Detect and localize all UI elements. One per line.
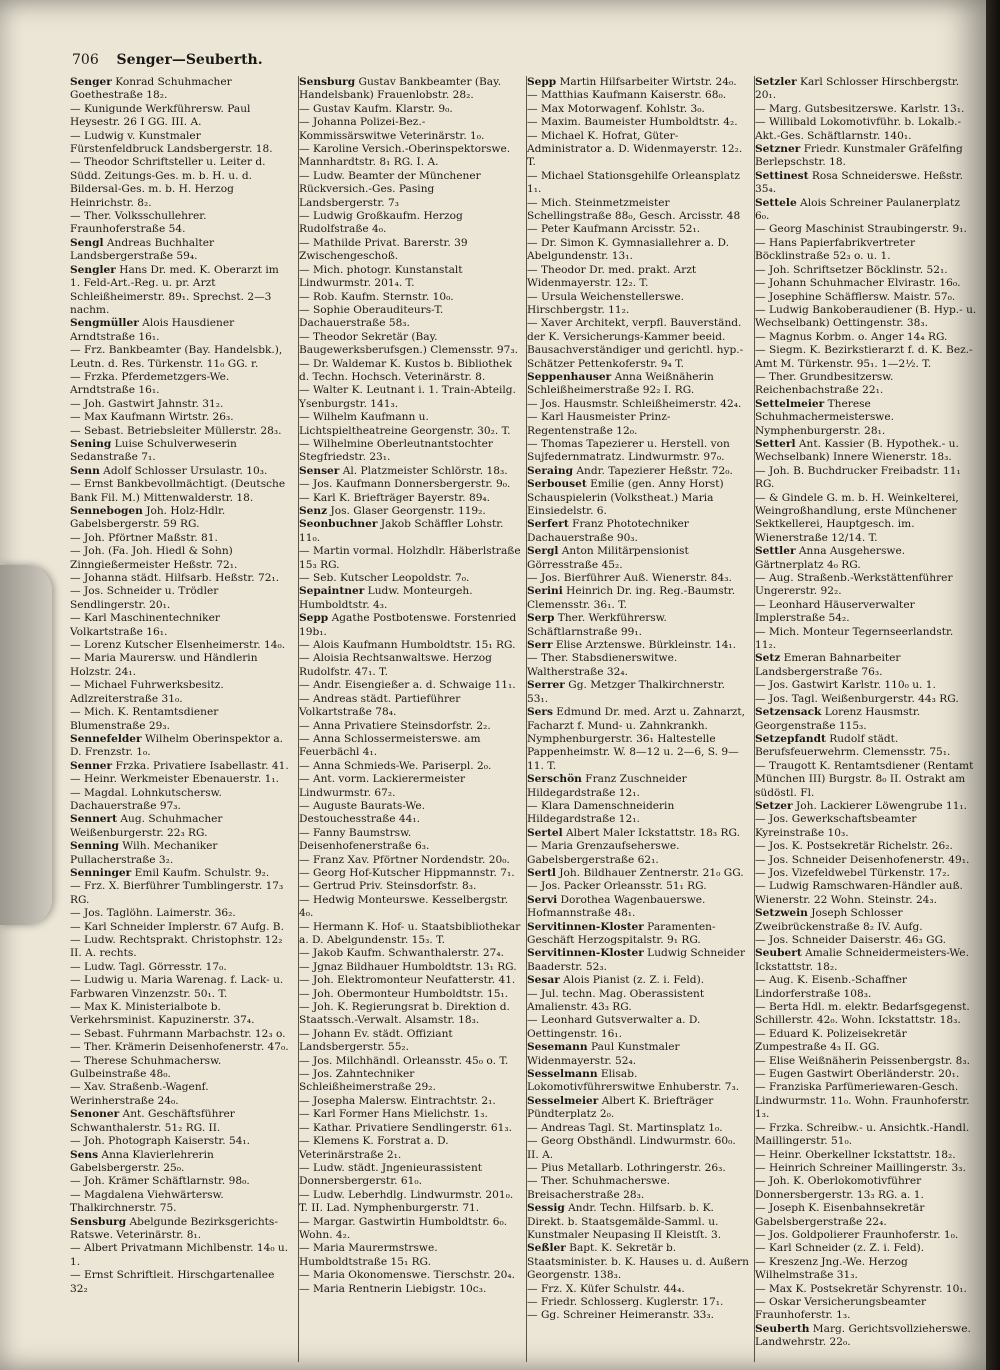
directory-entry: — Jos. Gastwirt Karlstr. 110₀ u. 1.: [755, 679, 936, 692]
directory-entry: — Siegm. K. Bezirkstierarzt f. d. K. Bez.-Amt M. Türkenstr. 95₁. 1—2½. T.: [755, 344, 973, 370]
directory-entry: — Friedr. Schlosserg. Kuglerstr. 17₁.: [527, 1295, 724, 1308]
directory-entry: — Ludw. Leberhdlg. Lindwurmstr. 201₀. T. II. Lad. Nymphenburgerstr. 71.: [299, 1188, 514, 1215]
directory-entry: — Joh. B. Buchdrucker Freibadstr. 11₁ RG.: [755, 464, 961, 491]
directory-entry: — Jos. Schneider Deisenhofenerstr. 49₁.: [755, 853, 970, 866]
directory-entry: — Jos. Schneider u. Trödler Sendlingerstr. 20₁.: [70, 585, 219, 611]
directory-entry: Serr Elise Arztenswe. Bürkleinstr. 14₁.: [527, 639, 737, 652]
directory-entry: Setterl Ant. Kassier (B. Hypothek.- u. Wechselbank) Innere Wienerstr. 18₃.: [755, 437, 959, 464]
directory-entry: — Albert Privatmann Michlbenstr. 14₀ u. 1.: [70, 1242, 289, 1268]
directory-entry: Setz Emeran Bahnarbeiter Landsbergerstraße 76₃.: [755, 652, 901, 678]
directory-entry: — Andreas städt. Partieführer Volkartstraße 78₄.: [299, 692, 461, 719]
directory-entry: Senninger Emil Kaufm. Schulstr. 9₂.: [70, 866, 270, 879]
directory-entry: — Wilhelmine Oberleutnantstochter Stegfriedstr. 23₁.: [299, 437, 493, 464]
directory-entry: Sepp Agathe Postbotenswe. Forstenried 19b₁.: [299, 612, 517, 638]
directory-entry: — Mich. Steinmetzmeister Schellingstraße 88₀, Gesch. Arcisstr. 48: [527, 196, 741, 223]
directory-entry: Sepp Martin Hilfsarbeiter Wirtstr. 24₀.: [527, 76, 737, 88]
directory-entry: — Theodor Schriftsteller u. Leiter d. Südd. Zeitungs-Ges. m. b. H. u. d. Bildersal-Ges. m. b. H. Herzog Heinrichstr. 8₂.: [70, 156, 266, 209]
directory-entry: — Ther. Grundbesitzersw. Reichenbachstraße 22₁.: [755, 370, 894, 397]
directory-entry: Serschön Franz Zuschneider Hildegardstraße 12₁.: [527, 773, 687, 799]
column-4: [754, 76, 977, 1362]
directory-entry: Setzwein Joseph Schlosser Zweibrückenstraße 8₂ IV. Aufg.: [755, 907, 923, 933]
directory-entry: Seonbuchner Jakob Schäffler Lohstr. 11₀.: [299, 518, 504, 544]
directory-entry: — Klara Damenschneiderin Hildegardstraße 12₁.: [527, 799, 675, 826]
directory-entry: — Dr. Waldemar K. Kustos b. Bibliothek d. Techn. Hochsch. Veterinärstr. 8.: [299, 357, 513, 383]
column-4-text: [755, 76, 977, 1350]
directory-entry: — Josephine Schäfflersw. Maistr. 57₀.: [755, 290, 956, 303]
directory-entry: — Heinr. Oberkellner Ickstattstr. 18₂.: [755, 1148, 956, 1161]
directory-entry: — Dr. Simon K. Gymnasiallehrer a. D. Abelgundenstr. 13₁.: [527, 236, 729, 263]
directory-entry: — Mathilde Privat. Barerstr. 39 Zwischengeschoß.: [299, 236, 468, 263]
page-tab-shadow: [0, 565, 52, 925]
directory-entry: — Andr. Eisengießer a. d. Schwaige 11₁.: [299, 679, 516, 692]
directory-entry: — Joh. Elektromonteur Neufatterstr. 41.: [299, 974, 516, 987]
directory-entry: — Fanny Baumstrsw. Deisenhofenerstraße 6₃.: [299, 826, 430, 853]
directory-entry: — Ludw. städt. Jngenieurassistent Donnersbergerstr. 61₀.: [299, 1161, 483, 1188]
directory-entry: — Jos. Taglöhn. Laimerstr. 36₂.: [70, 907, 236, 920]
directory-entry: — Oskar Versicherungsbeamter Fraunhoferstr. 1₃.: [755, 1295, 927, 1322]
directory-entry: — Joh. Pförtner Maßstr. 81.: [70, 531, 218, 544]
directory-entry: Sennefelder Wilhelm Oberinspektor a. D. Frenzstr. 1₀.: [70, 732, 284, 759]
directory-entry: — Xav. Straßenb.-Wagenf. Werinherstraße 24₀.: [70, 1081, 209, 1107]
directory-entry: — Lorenz Kutscher Elsenheimerstr. 14₀.: [70, 639, 286, 652]
directory-entry: — Traugott K. Rentamtsdiener (Rentamt München III) Burgstr. 8₀ II. Ostrakt am südöstl. Fl.: [755, 759, 974, 799]
directory-entry: — Johann Schuhmacher Elvirastr. 16₀.: [755, 277, 961, 290]
directory-entry: — Ther. Volksschullehrer. Fraunhoferstraße 54.: [70, 210, 207, 236]
directory-entry: — Leonhard Häuserverwalter Implerstraße 54₂.: [755, 598, 915, 625]
directory-entry: — Jos. Milchhändl. Orleansstr. 45₀ o. T.: [299, 1054, 509, 1067]
directory-entry: Sens Anna Klavierlehrerin Gabelsbergerstr. 25₀.: [70, 1148, 214, 1174]
directory-entry: Sening Luise Schulverweserin Sedanstraße 7₁.: [70, 437, 237, 464]
directory-entry: — Thomas Tapezierer u. Herstell. von Sujfedernmatratz. Lindwurmstr. 97₀.: [527, 437, 730, 464]
column-1: [70, 76, 292, 1362]
directory-entry: — Max K. Ministerialbote b. Verkehrsminist. Kapuzinerstr. 37₄.: [70, 1001, 255, 1027]
directory-entry: — Max K. Postsekretär Schyrenstr. 10₁.: [755, 1282, 967, 1295]
directory-entry: — Martin vormal. Holzhdlr. Häberlstraße 15₃ RG.: [299, 545, 521, 571]
directory-entry: — Karl Hausmeister Prinz-Regentenstraße 12₀.: [527, 411, 671, 437]
directory-entry: — Wilhelm Kaufmann u. Lichtspieltheatreine Georgenstr. 30₂. T.: [299, 411, 511, 437]
directory-entry: Sepaintner Ludw. Monteurgeh. Humboldtstr. 4₃.: [299, 585, 473, 611]
directory-entry: — Ludw. Tagl. Görresstr. 17₀.: [70, 960, 227, 973]
book-edge: [986, 0, 1000, 1370]
directory-entry: — Georg Obsthändl. Lindwurmstr. 60₀. II. A.: [527, 1135, 736, 1161]
directory-entry: Setzler Karl Schlosser Hirschbergstr. 20₁.: [755, 76, 960, 102]
directory-entry: Seppenhauser Anna Weißnäherin Schleißheimerstraße 92₂ I. RG.: [527, 370, 714, 397]
directory-entry: — Jos. Hausmstr. Schleißheimerstr. 42₄.: [527, 397, 742, 410]
directory-entry: — Marg. Gutsbesitzerswe. Karlstr. 13₁.: [755, 102, 965, 115]
directory-entry: — Kunigunde Werkführersw. Paul Heysestr. 26 I GG. III. A.: [70, 102, 251, 129]
directory-entry: — Margar. Gastwirtin Humboldtstr. 6₀. Wohn. 4₂.: [299, 1215, 508, 1241]
directory-entry: — Eduard K. Polizeisekretär Zumpestraße 4₃ II. GG.: [755, 1027, 907, 1054]
directory-entry: — Jos. Vizefeldwebel Türkenstr. 17₂.: [755, 866, 950, 879]
directory-entry: — Maria Maurermstrswe. Humboldtstraße 15₁ RG.: [299, 1242, 438, 1268]
directory-entry: — Max Motorwagenf. Kohlstr. 3₀.: [527, 102, 705, 115]
directory-entry: — Heinr. Werkmeister Ebenauerstr. 1₁.: [70, 773, 279, 786]
directory-entry: — Magnus Korbm. o. Anger 14₄ RG.: [755, 330, 948, 343]
directory-entry: — Ludwig u. Maria Warenag. f. Lack- u. Farbwaren Vinzenzstr. 50₁. T.: [70, 974, 284, 1000]
directory-entry: Senz Jos. Glaser Georgenstr. 119₂.: [299, 505, 486, 517]
columns: [70, 76, 978, 1362]
directory-entry: — Elise Weißnäherin Peissenbergstr. 8₃.: [755, 1054, 971, 1067]
directory-entry: Setzer Joh. Lackierer Löwengrube 11₁.: [755, 799, 968, 812]
directory-entry: Sengl Andreas Buchhalter Landsbergerstraße 59₄.: [70, 236, 215, 263]
directory-entry: — & Gindele G. m. b. H. Weinkelterei, Weingroßhandlung, erste Münchener Sektkellerei, Hauptgesch. im. Wienerstraße 12/14. T.: [755, 491, 959, 544]
directory-entry: Sengmüller Alois Hausdiener Arndtstraße 16₁.: [70, 317, 235, 343]
directory-entry: Sennebogen Joh. Holz-Hdlr. Gabelsbergerstr. 59 RG.: [70, 505, 226, 531]
directory-entry: Sessig Andr. Techn. Hilfsarb. b. K. Direkt. b. Staatsgemälde-Samml. u. Kunstmaler Neupasing II Kleistſt. 3.: [527, 1202, 722, 1241]
directory-entry: — Ursula Weichenstellerswe. Hirschbergstr. 11₂.: [527, 290, 685, 316]
directory-entry: — Jos. Kaufmann Donnersbergerstr. 9₀.: [299, 478, 511, 491]
directory-entry: — Joh. Krämer Schäftlarnstr. 98₀.: [70, 1175, 250, 1188]
directory-entry: Senger Konrad Schuhmacher Goethestraße 18₂.: [70, 76, 232, 102]
directory-entry: — Rob. Kaufm. Sternstr. 10₀.: [299, 290, 454, 303]
directory-entry: — Seb. Kutscher Leopoldstr. 7₀.: [299, 572, 470, 585]
directory-entry: — Leonhard Gutsverwalter a. D. Oettingenstr. 16₁.: [527, 1014, 701, 1040]
directory-entry: — Joseph K. Eisenbahnsekretär Gabelsbergerstraße 22₄.: [755, 1202, 925, 1228]
directory-entry: Sertel Albert Maler Ickstattstr. 18₃ RG.: [527, 826, 740, 839]
directory-entry: Servitinnen-Kloster Ludwig Schneider Baaderstr. 52₃.: [527, 947, 746, 973]
directory-entry: — Joh. (Fa. Joh. Hiedl & Sohn) Zinngießermeister Heßstr. 72₁.: [70, 545, 238, 571]
directory-entry: — Karl Maschinentechniker Volkartstraße 16₁.: [70, 612, 220, 638]
directory-entry: — Franziska Parfümeriewaren-Gesch. Lindwurmstr. 11₀. Wohn. Fraunhoferstr. 1₃.: [755, 1081, 970, 1121]
directory-entry: — Johann Ev. städt. Offiziant Landsbergerstr. 55₂.: [299, 1027, 453, 1054]
directory-entry: Serp Ther. Werkführersw. Schäftlarnstraße 99₁.: [527, 612, 667, 638]
directory-entry: — Joh. Schriftsetzer Böcklinstr. 52₁.: [755, 263, 948, 276]
directory-entry: Serfert Franz Phototechniker Dachauerstraße 90₃.: [527, 518, 689, 544]
directory-entry: — Karl Former Hans Mielichstr. 1₃.: [299, 1108, 488, 1121]
directory-entry: Setzensack Lorenz Hausmstr. Georgenstraße 115₃.: [755, 706, 921, 732]
directory-entry: — Maxim. Baumeister Humboldtstr. 4₂.: [527, 116, 738, 129]
directory-entry: — Auguste Baurats-We. Destouchesstraße 44₁.: [299, 799, 426, 826]
directory-entry: — Magdalena Viehwärtersw. Thalkirchnerstr. 75.: [70, 1188, 224, 1215]
directory-entry: — Ludw. Beamter der Münchener Rückversich.-Ges. Pasing Landsbergerstr. 7₃: [299, 169, 481, 209]
directory-entry: — Michael Stationsgehilfe Orleansplatz 1₁.: [527, 169, 740, 196]
directory-entry: Sergl Anton Militärpensionist Görresstraße 45₂.: [527, 545, 689, 571]
directory-entry: — Klemens K. Forstrat a. D. Veterinärstraße 2₁.: [299, 1135, 449, 1161]
column-2: [298, 76, 521, 1362]
directory-entry: — Mich. K. Rentamtsdiener Blumenstraße 29₃.: [70, 706, 219, 732]
directory-entry: — Ther. Stabsdienerswitwe. Waltherstraße 32₄.: [527, 652, 678, 678]
directory-entry: — Peter Kaufmann Arcisstr. 52₁.: [527, 223, 701, 236]
directory-entry: — Xaver Architekt, verpfl. Bauverständ. der K. Versicherungs-Kammer beeid. Bausachverständiger und gerichtl. hyp.-Schätzer Pettenkoferstr. 9₄ T.: [527, 317, 744, 370]
directory-entry: — Jos. Tagl. Weißenburgerstr. 44₃ RG.: [755, 692, 959, 705]
directory-entry: Seuberth Marg. Gerichtsvollzieherswe. Landwehrstr. 22₀.: [755, 1322, 971, 1349]
directory-entry: — Sebast. Fuhrmann Marbachstr. 12₃ o.: [70, 1027, 286, 1040]
directory-entry: — Aug. Straßenb.-Werkstättenführer Ungererstr. 92₂.: [755, 572, 953, 598]
directory-entry: Settler Anna Ausgeherswe. Gärtnerplatz 4₀ RG.: [755, 545, 906, 571]
directory-entry: Seßler Bapt. K. Sekretär b. Staatsminister. b. K. Hauses u. d. Außern Georgenstr. 138₃.: [527, 1242, 749, 1282]
directory-entry: Serini Heinrich Dr. ing. Reg.-Baumstr. Clemensstr. 36₁. T.: [527, 585, 736, 611]
directory-entry: — Johanna städt. Hilfsarb. Heßstr. 72₁.: [70, 572, 280, 585]
directory-entry: Sensburg Gustav Bankbeamter (Bay. Handelsbank) Frauenlobstr. 28₂.: [299, 76, 502, 102]
directory-entry: — Joh. K. Regierungsrat b. Direktion d. Staatssch.-Verwalt. Alsamstr. 18₃.: [299, 1001, 510, 1027]
column-3-text: [527, 76, 749, 1323]
column-2-text: [299, 76, 521, 1296]
directory-entry: — Anna Privatiere Steinsdorfstr. 2₂.: [299, 719, 491, 732]
directory-entry: — Walter K. Leutnant i. 1. Train-Abteilg. Ysenburgstr. 141₃.: [299, 384, 516, 410]
directory-entry: — Matthias Kaufmann Kaiserstr. 68₀.: [527, 89, 727, 102]
directory-entry: Sennert Aug. Schuhmacher Weißenburgerstr. 22₃ RG.: [70, 813, 223, 839]
directory-entry: — Heinrich Schreiner Maillingerstr. 3₃.: [755, 1161, 966, 1174]
directory-entry: — Frzka. Pferdemetzgers-We. Arndtstraße 16₁.: [70, 370, 230, 397]
directory-entry: — Frz. X. Bierführer Tumblingerstr. 17₃ RG.: [70, 880, 284, 906]
directory-entry: Sertl Joh. Bildhauer Zentnerstr. 21₀ GG.: [527, 866, 744, 879]
directory-entry: — Magdal. Lohnkutschersw. Dachauerstraße 97₃.: [70, 786, 222, 812]
directory-entry: — Maria Maurersw. und Händlerin Holzstr. 24₁.: [70, 652, 258, 678]
page-header: [72, 52, 263, 68]
directory-entry: — Jos. K. Postsekretär Richelstr. 26₂.: [755, 840, 953, 853]
directory-entry: — Sebast. Betriebsleiter Müllerstr. 28₃.: [70, 424, 282, 437]
directory-entry: — Joh. Photograph Kaiserstr. 54₁.: [70, 1135, 251, 1148]
directory-entry: Settelmeier Therese Schuhmachermeisterswe. Nymphenburgerstr. 28₁.: [755, 397, 894, 437]
directory-entry: — Eugen Gastwirt Oberländerstr. 20₁.: [755, 1068, 960, 1081]
directory-entry: — Ludwig v. Kunstmaler Fürstenfeldbruck Landsbergerstr. 18.: [70, 129, 273, 156]
directory-entry: — Georg Hof-Kutscher Hippmannstr. 7₁.: [299, 866, 515, 879]
directory-entry: Sesselmeier Albert K. Briefträger Pündterplatz 2₀.: [527, 1094, 714, 1121]
directory-entry: — Aloisia Rechtsanwaltswe. Herzog Rudolfstr. 47₁. T.: [299, 652, 492, 678]
directory-entry: Sesselmann Elisab. Lokomotivführerswitwe Enhuberstr. 7₃.: [527, 1068, 740, 1094]
directory-entry: Seubert Amalie Schneidermeisters-We. Ickstattstr. 18₂.: [755, 947, 969, 973]
directory-entry: Servi Dorothea Wagenbauerswe. Hofmannstraße 48₁.: [527, 893, 706, 920]
directory-entry: Sensburg Abelgunde Bezirksgerichts-Ratswe. Veterinärstr. 8₁.: [70, 1215, 278, 1241]
directory-entry: — Jul. techn. Mag. Oberassistent Amalienstr. 43₃ RG.: [527, 987, 705, 1014]
directory-entry: — Jos. Zahntechniker Schleißheimerstraße 29₂.: [299, 1068, 436, 1094]
directory-entry: — Jakob Kaufm. Schwanthalerstr. 27₄.: [299, 947, 504, 960]
directory-entry: — Frz. Bankbeamter (Bay. Handelsbk.), Leutn. d. Res. Türkenstr. 11₀ GG. r.: [70, 344, 283, 370]
directory-entry: — Ludw. Rechtsprakt. Christophstr. 12₂ II. A. rechts.: [70, 934, 283, 960]
directory-entry: — Karoline Versich.-Oberinspektorswe. Mannhardtstr. 8₁ RG. I. A.: [299, 143, 511, 169]
directory-entry: — Andreas Tagl. St. Martinsplatz 1₀.: [527, 1121, 723, 1134]
directory-entry: — Gustav Kaufm. Klarstr. 9₀.: [299, 102, 453, 115]
directory-entry: — Maria Grenzaufseherswe. Gabelsbergerstraße 62₁.: [527, 840, 680, 866]
directory-entry: — Maria Okonomenswe. Tierschstr. 20₄.: [299, 1269, 515, 1282]
directory-entry: — Mich. photogr. Kunstanstalt Lindwurmstr. 201₄. T.: [299, 263, 463, 290]
directory-entry: — Georg Maschinist Straubingerstr. 9₁.: [755, 223, 967, 236]
directory-entry: — Ther. Schuhmacherswe. Breisacherstraße 28₃.: [527, 1175, 671, 1201]
directory-entry: — Maria Rentnerin Liebigstr. 10c₃.: [299, 1282, 487, 1295]
directory-entry: — Joh. K. Oberlokomotivführer Donnersbergerstr. 13₃ RG. a. 1.: [755, 1175, 924, 1201]
directory-entry: — Ludwig Bankoberaudiener (B. Hyp.- u. Wechselbank) Oettingenstr. 38₃.: [755, 303, 977, 330]
directory-entry: — Kreszenz Jng.-We. Herzog Wilhelmstraße 31₃.: [755, 1255, 908, 1282]
directory-entry: — Jos. Schneider Daiserstr. 46₃ GG.: [755, 934, 947, 946]
directory-entry: — Frzka. Schreibw.- u. Ansichtk.-Handl. Maillingerstr. 51₀.: [755, 1121, 970, 1148]
directory-entry: — Michael Fuhrwerksbesitz. Adlzreiterstraße 31₀.: [70, 679, 224, 705]
directory-entry: — Sophie Oberauditeurs-T. Dachauerstraße 58₃.: [299, 303, 444, 330]
directory-entry: Senner Frzka. Privatiere Isabellastr. 41.: [70, 759, 289, 772]
directory-entry: — Jos. Goldpolierer Fraunhoferstr. 1₀.: [755, 1228, 959, 1241]
directory-entry: Senser Al. Platzmeister Schlörstr. 18₃.: [299, 464, 508, 477]
directory-entry: Setzepfandt Rudolf städt. Berufsfeuerwehrm. Clemensstr. 75₁.: [755, 732, 951, 759]
directory-entry: Sengler Hans Dr. med. K. Oberarzt im 1. Feld-Art.-Reg. u. pr. Arzt Schleißheimerstr. 89₁. Sprechst. 2—3 nachm.: [70, 263, 279, 316]
directory-entry: — Karl K. Briefträger Bayerstr. 89₄.: [299, 491, 491, 504]
directory-entry: — Berta Hdl. m. elektr. Bedarfsgegenst. Schillerstr. 42₀. Wohn. Ickstattstr. 18₃.: [755, 1001, 970, 1027]
directory-entry: — Franz Xav. Pförtner Nordendstr. 20₀.: [299, 853, 510, 866]
directory-entry: — Ernst Schriftleit. Hirschgartenallee 32₂: [70, 1269, 275, 1295]
directory-entry: — Gg. Schreiner Heimeranstr. 33₃.: [527, 1309, 715, 1322]
directory-entry: — Ludwig Großkaufm. Herzog Rudolfstraße 4₀.: [299, 210, 463, 236]
directory-entry: — Alois Kaufmann Humboldtstr. 15₁ RG.: [299, 639, 516, 652]
directory-entry: Sers Edmund Dr. med. Arzt u. Zahnarzt, Facharzt f. Mund- u. Zahnkrankh. Nymphenburgerstr. 36₁ Haltestelle Pappenheimstr. W. 8—12 u. 2—6, S. 9—11. T.: [527, 706, 746, 772]
directory-entry: — Ernst Bankbevollmächtigt. (Deutsche Bank Fil. M.) Mittenwalderstr. 18.: [70, 478, 286, 504]
directory-entry: — Anna Schmieds-We. Pariserpl. 2₀.: [299, 759, 492, 772]
directory-entry: Settele Alois Schreiner Paulanerplatz 6₀.: [755, 196, 960, 223]
directory-entry: — Gertrud Priv. Steinsdorfstr. 8₃.: [299, 880, 477, 893]
directory-entry: — Frz. X. Küfer Schulstr. 44₄.: [527, 1282, 685, 1295]
directory-entry: Setzner Friedr. Kunstmaler Gräfelfing Berlepschstr. 18.: [755, 143, 963, 169]
directory-entry: Serbouset Emilie (gen. Anny Horst) Schauspielerin (Volkstheat.) Maria Einsiedelstr. 6.: [527, 478, 724, 517]
directory-entry: — Mich. Monteur Tegernseerlandstr. 11₂.: [755, 625, 954, 652]
directory-entry: Senning Wilh. Mechaniker Pullacherstraße 3₂.: [70, 840, 218, 866]
directory-entry: — Therese Schuhmachersw. Gulbeinstraße 48₀.: [70, 1054, 222, 1081]
directory-entry: — Kathar. Privatiere Sendlingerstr. 61₃.: [299, 1121, 512, 1134]
directory-entry: — Johanna Polizei-Bez.-Kommissärswitwe Veterinärstr. 1₀.: [299, 116, 485, 142]
directory-entry: — Jos. Gewerkschaftsbeamter Kyreinstraße 10₃.: [755, 813, 917, 839]
directory-entry: — Anna Schlossermeisterswe. am Feuerbächl 4₁.: [299, 732, 481, 759]
directory-entry: — Jos. Bierführer Auß. Wienerstr. 84₃.: [527, 572, 732, 585]
directory-entry: Settinest Rosa Schneiderswe. Heßstr. 35₄.: [755, 169, 964, 196]
column-3: [526, 76, 749, 1362]
directory-entry: — Theodor Sekretär (Bay. Baugewerksberufsgen.) Clemensstr. 97₃.: [299, 330, 519, 357]
page-number: 706: [72, 52, 99, 68]
directory-entry: — Ludwig Ramschwaren-Händler auß. Wienerstr. 22 Wohn. Steinstr. 24₃.: [755, 880, 963, 906]
directory-entry: Sesemann Paul Kunstmaler Widenmayerstr. 52₄.: [527, 1041, 680, 1067]
directory-entry: — Karl Schneider (z. Z. i. Feld).: [755, 1242, 925, 1255]
directory-entry: Senn Adolf Schlosser Ursulastr. 10₃.: [70, 464, 268, 477]
directory-entry: — Jgnaz Bildhauer Humboldtstr. 13₁ RG.: [299, 960, 517, 973]
directory-entry: — Ther. Krämerin Deisenhofenerstr. 47₀.: [70, 1041, 289, 1054]
directory-entry: — Aug. K. Eisenb.-Schaffner Lindorferstraße 108₃.: [755, 974, 907, 1000]
directory-entry: — Pius Metallarb. Lothringerstr. 26₃.: [527, 1161, 726, 1174]
directory-entry: — Willibald Lokomotivführ. b. Lokalb.-Akt.-Ges. Schäftlarnstr. 140₁.: [755, 116, 962, 142]
directory-entry: — Michael K. Hofrat, Güter-Administrator a. D. Widenmayerstr. 12₂. T.: [527, 129, 743, 169]
column-1-text: [70, 76, 292, 1296]
directory-entry: — Hermann K. Hof- u. Staatsbibliothekar a. D. Abelgundenstr. 15₃. T.: [299, 920, 521, 946]
directory-entry: — Max Kaufmann Wirtstr. 26₃.: [70, 411, 234, 424]
directory-entry: Senoner Ant. Geschäftsführer Schwanthalerstr. 51₂ RG. II.: [70, 1108, 235, 1134]
directory-entry: — Hans Papierfabrikvertreter Böcklinstraße 52₃ o. u. 1.: [755, 236, 916, 263]
directory-entry: — Karl Schneider Implerstr. 67 Aufg. B.: [70, 920, 284, 933]
directory-entry: — Ant. vorm. Lackierermeister Lindwurmstr. 67₂.: [299, 773, 466, 799]
directory-entry: Serrer Gg. Metzger Thalkirchnerstr. 53₁.: [527, 679, 725, 705]
directory-entry: — Joh. Obermonteur Humboldtstr. 15₁.: [299, 987, 509, 1000]
directory-entry: — Hedwig Monteurswe. Kesselbergstr. 4₀.: [299, 893, 509, 920]
directory-entry: Seraing Andr. Tapezierer Heßstr. 72₀.: [527, 464, 733, 477]
directory-entry: — Josepha Malersw. Eintrachtstr. 2₁.: [299, 1094, 496, 1107]
directory-entry: — Jos. Packer Orleansstr. 51₁ RG.: [527, 880, 707, 893]
running-head: Senger—Seuberth.: [116, 52, 263, 68]
directory-entry: Sesar Alois Pianist (z. Z. i. Feld).: [527, 974, 705, 987]
directory-entry: Servitinnen-Kloster Paramenten-Geschäft Herzogspitalstr. 9₁ RG.: [527, 920, 716, 946]
directory-entry: — Joh. Gastwirt Jahnstr. 31₂.: [70, 397, 224, 410]
directory-entry: — Theodor Dr. med. prakt. Arzt Widenmayerstr. 12₂. T.: [527, 263, 697, 290]
